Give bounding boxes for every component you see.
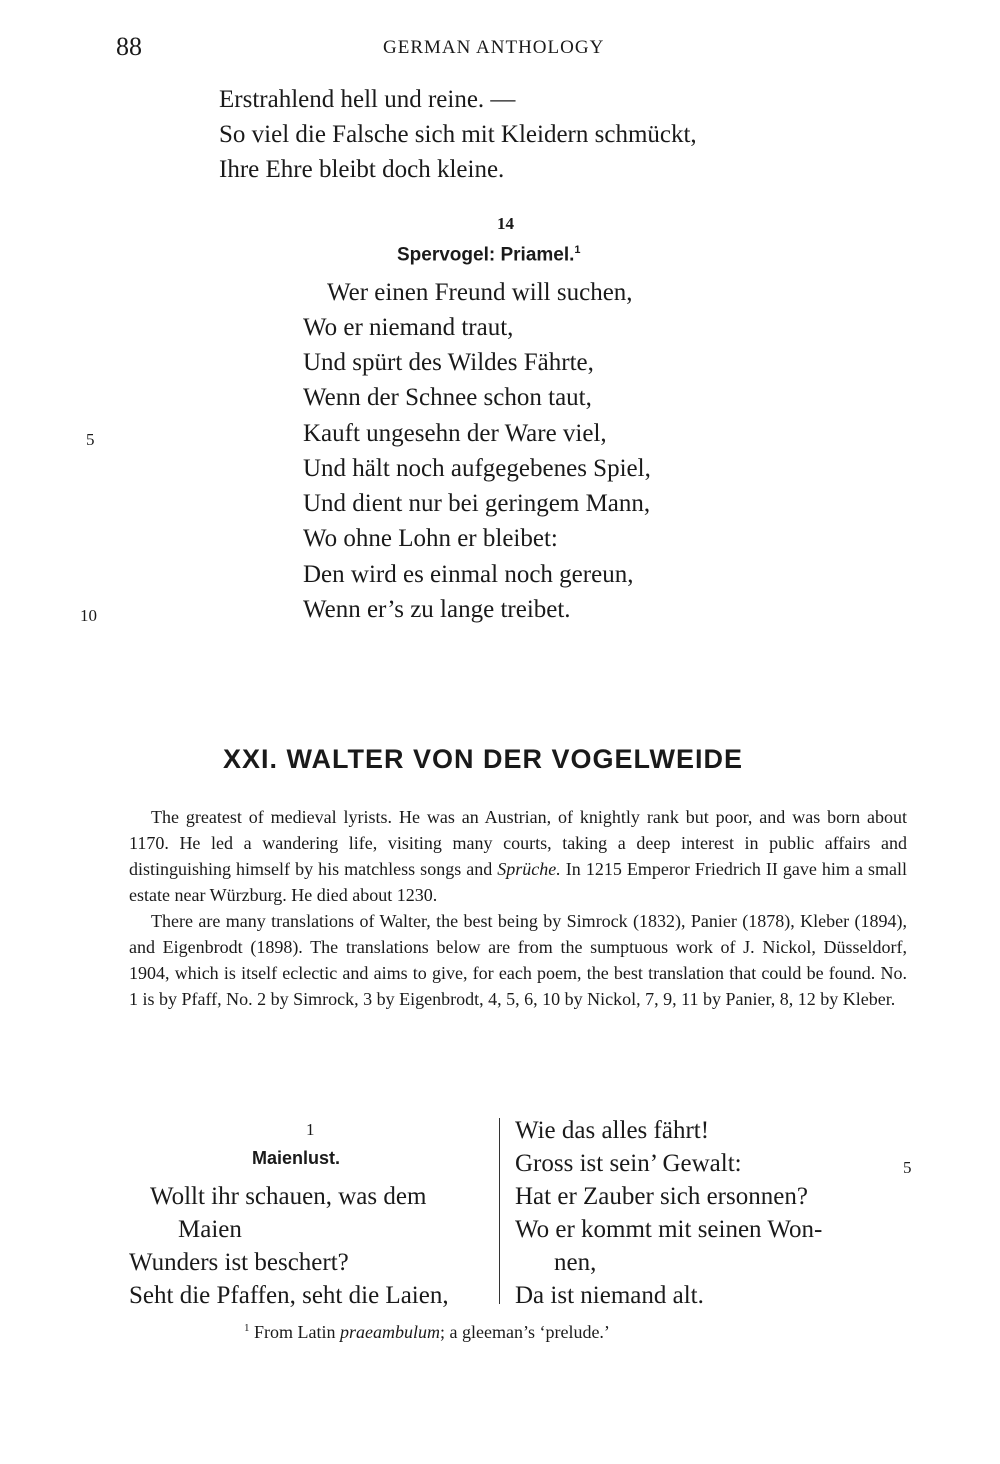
intro-paragraph <box>129 804 907 908</box>
verse-line: Wunders ist beschert? <box>129 1249 349 1276</box>
footnote <box>244 1322 610 1343</box>
intro-paragraph: There are many translations of Walter, the best being by Simrock (1832), Panier (1878), Kleber (1894), and Eigenbrodt (1898). The translations below are from the sumptuous work of J. Nickol, Düsseldorf, 1904, which is itself eclectic and aims to give, for each poem, the best translation that could be found. No. 1 is by Pfaff, No. 2 by Simrock, 3 by Eigenbrodt, 4, 5, 6, 10 by Nickol, 7, 9, 11 by Panier, 8, 12 by Kleber. <box>129 911 907 1009</box>
verse-line: So viel die Falsche sich mit Kleidern schmückt, <box>219 121 697 148</box>
intro-prose <box>129 804 907 1012</box>
line-number: 5 <box>903 1158 912 1177</box>
poem-title-text: Spervogel: Priamel. <box>397 244 575 266</box>
footnote-text: From Latin <box>254 1322 340 1342</box>
verse-line: Wer einen Freund will suchen, <box>327 279 633 306</box>
paragraph-text: In 1215 Emperor Friedrich II gave him a small estate near Würzburg. He died about 1230. <box>129 859 907 905</box>
footnote-mark: 1 <box>244 1322 250 1334</box>
verse-line: Wo ohne Lohn er bleibet: <box>303 525 558 552</box>
verse-line: Und spürt des Wildes Fährte, <box>303 349 594 376</box>
verse-line: Kauft ungesehn der Ware viel, <box>303 420 607 447</box>
verse-line: Und dient nur bei geringem Mann, <box>303 490 651 517</box>
verse-line: nen, <box>554 1249 597 1276</box>
verse-line: Seht die Pfaffen, seht die Laien, <box>129 1282 449 1309</box>
footnote-text: ; a gleeman’s ‘prelude.’ <box>440 1322 610 1342</box>
line-number: 10 <box>80 606 97 625</box>
verse-line: Gross ist sein’ Gewalt: <box>515 1150 742 1177</box>
running-head: GERMAN ANTHOLOGY <box>383 37 605 58</box>
poem-number: 14 <box>497 214 514 233</box>
footnote-italic: praeambulum <box>340 1322 440 1342</box>
poem-title: Maienlust. <box>252 1148 341 1168</box>
footnote-mark: 1 <box>574 244 581 256</box>
verse-line: Hat er Zauber sich ersonnen? <box>515 1183 808 1210</box>
section-heading: XXI. WALTER VON DER VOGELWEIDE <box>223 744 744 774</box>
verse-line: Wenn der Schnee schon taut, <box>303 384 592 411</box>
verse-line: Und hält noch aufgegebenes Spiel, <box>303 455 651 482</box>
poem-number: 1 <box>306 1120 315 1139</box>
verse-line: Den wird es einmal noch gereun, <box>303 561 634 588</box>
verse-line: Wie das alles fährt! <box>515 1117 710 1144</box>
verse-line: Erstrahlend hell und reine. — <box>219 86 516 113</box>
verse-line: Wo er kommt mit seinen Won- <box>515 1216 823 1243</box>
verse-line: Wenn er’s zu lange treibet. <box>303 596 571 623</box>
verse-line: Maien <box>178 1216 242 1243</box>
line-number: 5 <box>86 430 95 449</box>
verse-line: Ihre Ehre bleibt doch kleine. <box>219 156 505 183</box>
column-divider <box>499 1118 500 1304</box>
verse-line: Wo er niemand traut, <box>303 314 514 341</box>
paragraph-italic: Sprüche. <box>497 859 561 879</box>
paragraph-text: The greatest of medieval lyrists. He was an Austrian, of knightly rank but poor, and was born about 1170. He led a wandering life, visiting many courts, taking a deep interest in public affairs and distinguishing himself by his matchless songs and <box>129 807 907 879</box>
page-number: 88 <box>116 32 142 61</box>
poem-title <box>397 244 581 266</box>
verse-line: Wollt ihr schauen, was dem <box>150 1183 427 1210</box>
verse-line: Da ist niemand alt. <box>515 1282 704 1309</box>
